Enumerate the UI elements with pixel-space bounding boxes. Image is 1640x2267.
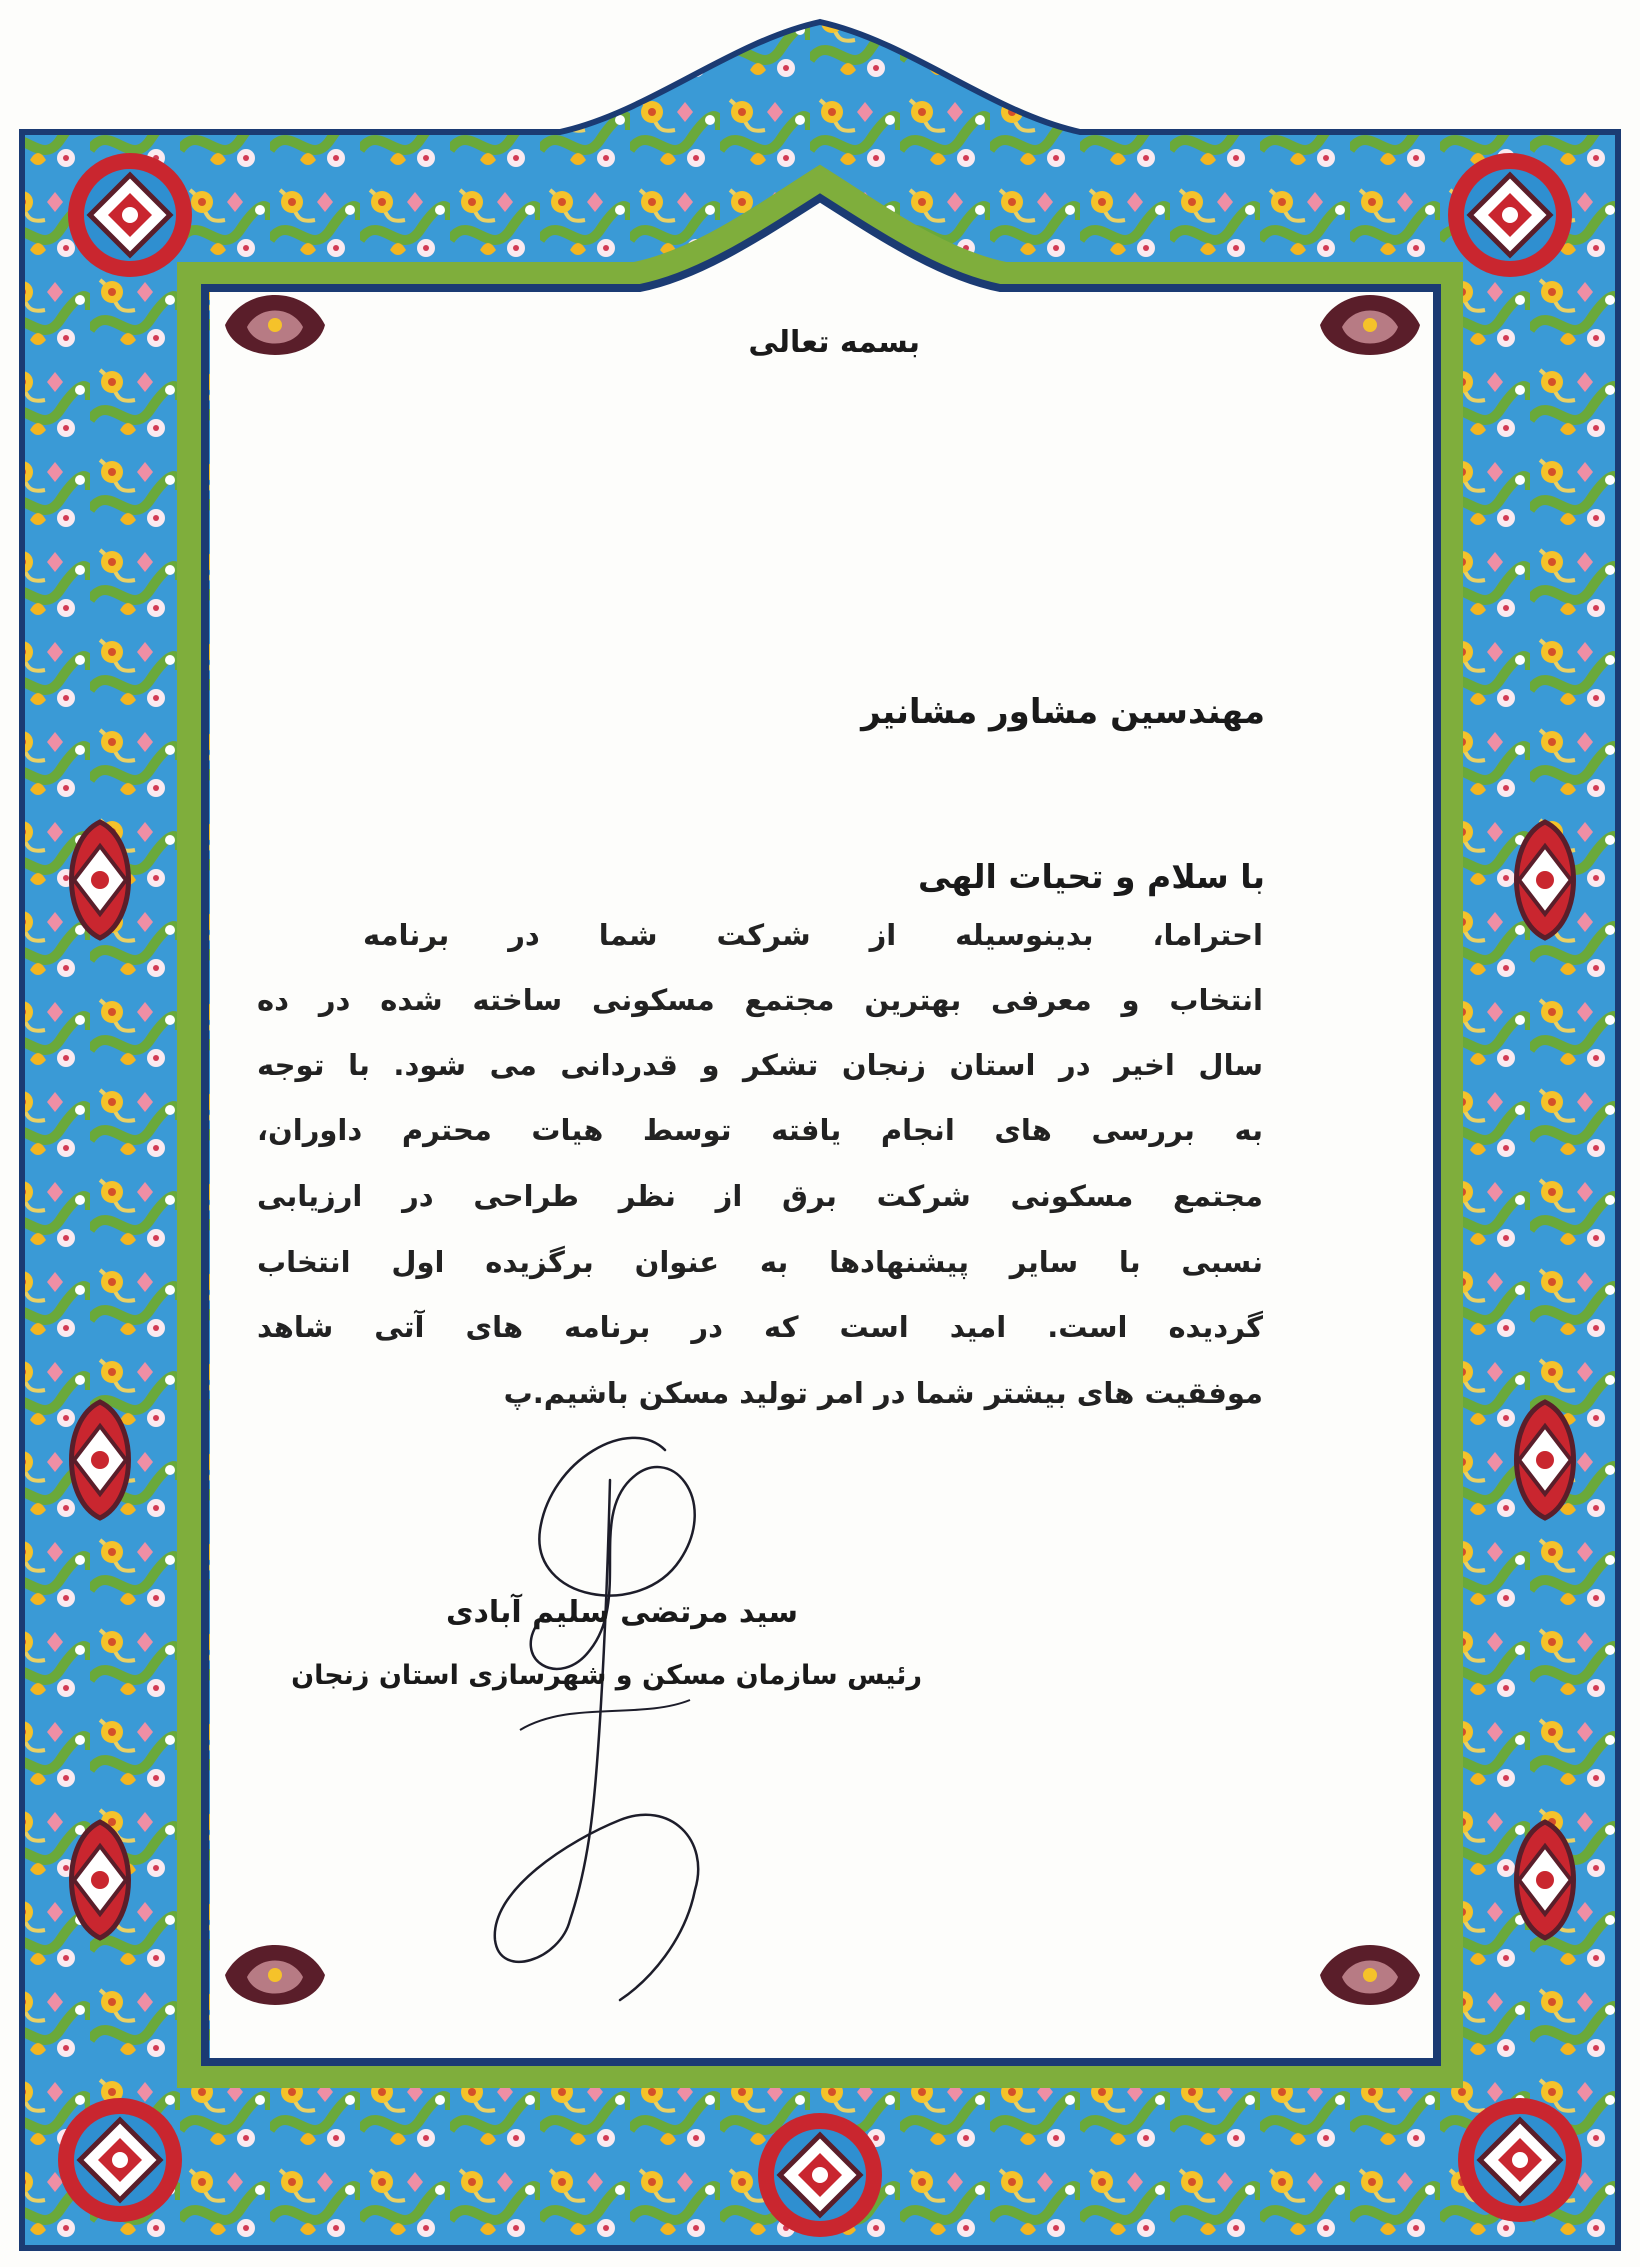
greeting-line: با سلام و تحیات الهی: [917, 857, 1265, 896]
body-line-4: به بررسی های انجام یافته توسط هیات محترم داوران،: [257, 1113, 1263, 1147]
body-line-1: احتراما، بدینوسیله از شرکت شما در برنامه: [363, 918, 1263, 952]
body-line-3: سال اخیر در استان زنجان تشکر و قدردانی می شود. با توجه: [257, 1048, 1263, 1082]
recipient-line: مهندسین مشاور مشانیر: [861, 692, 1265, 732]
body-line-7: گردیده است. امید است که در برنامه های آتی شاهد: [257, 1310, 1263, 1344]
handwritten-signature: [480, 1420, 740, 2010]
body-line-5: مجتمع مسکونی شرکت برق از نظر طراحی در ارزیابی: [257, 1179, 1263, 1213]
signer-name: سید مرتضی سلیم آبادی: [445, 1595, 798, 1630]
signer-title: رئیس سازمان مسکن و شهرسازی استان زنجان: [291, 1660, 922, 1691]
body-line-8: موفقیت های بیشتر شما در امر تولید مسکن باشیم.پ: [503, 1376, 1263, 1410]
body-line-2: انتخاب و معرفی بهترین مجتمع مسکونی ساخته شده در ده: [257, 983, 1263, 1017]
invocation: بسمه تعالی: [748, 325, 920, 360]
body-line-6: نسبی با سایر پیشنهادها به عنوان برگزیده اول انتخاب: [257, 1245, 1263, 1279]
